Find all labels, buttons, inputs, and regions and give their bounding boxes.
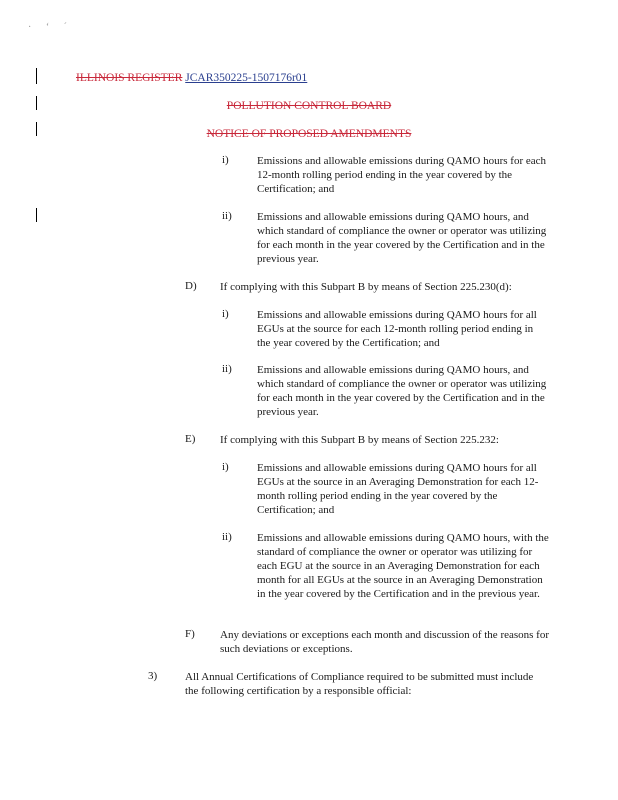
paragraph: If complying with this Subpart B by means of Section 225.232: [220,434,499,446]
register-struck: ILLINOIS REGISTER [76,72,183,84]
paragraph: Emissions and allowable emissions during QAMO hours for all EGUs at the source for each 12-month rolling period ending in the year covered by the Certification; and [257,309,537,349]
revision-bar [36,68,37,84]
item-label: ii) [222,210,232,222]
scan-specks: · ʻ ˊ [28,22,73,33]
item-label: i) [222,461,229,473]
item-label: E) [185,433,196,445]
item-label: 3) [148,670,158,682]
paragraph: If complying with this Subpart B by means of Section 225.230(d): [220,281,512,293]
item-label: D) [185,280,197,292]
paragraph: All Annual Certifications of Compliance required to be submitted must include the following certification by a responsible official: [185,671,534,697]
paragraph: Emissions and allowable emissions during QAMO hours, and which standard of compliance the owner or operator was utilizing for each month in the year covered by the Certification and in the previous year. [257,211,547,265]
paragraph: Emissions and allowable emissions during QAMO hours for all EGUs at the source in an Averaging Demonstration for each 12-month rolling period ending in the year covered by the Certification; and [257,462,539,516]
revision-bar [36,208,37,222]
item-label: ii) [222,531,232,543]
notice-header: NOTICE OF PROPOSED AMENDMENTS [206,128,412,140]
item-label: i) [222,308,229,320]
item-label: ii) [222,363,232,375]
register-header [76,72,307,84]
paragraph: Emissions and allowable emissions during QAMO hours, with the standard of compliance the owner or operator was utilizing for each EGU at the source in an Averaging Demonstration for each month for all EGUs at the source in an Averaging Demonstration in the year covered by the Certification and in the previous year. [257,532,549,600]
item-label: i) [222,154,229,166]
register-inserted: JCAR350225-1507176r01 [185,72,308,84]
item-label: F) [185,628,195,640]
agency-header: POLLUTION CONTROL BOARD [226,100,392,112]
paragraph: Emissions and allowable emissions during QAMO hours, and which standard of compliance the owner or operator was utilizing for each month in the year covered by the Certification and in the previous year. [257,364,547,418]
paragraph: Any deviations or exceptions each month and discussion of the reasons for such deviations or exceptions. [220,629,550,655]
paragraph: Emissions and allowable emissions during QAMO hours for each 12-month rolling period ending in the year covered by the Certification; and [257,155,547,195]
